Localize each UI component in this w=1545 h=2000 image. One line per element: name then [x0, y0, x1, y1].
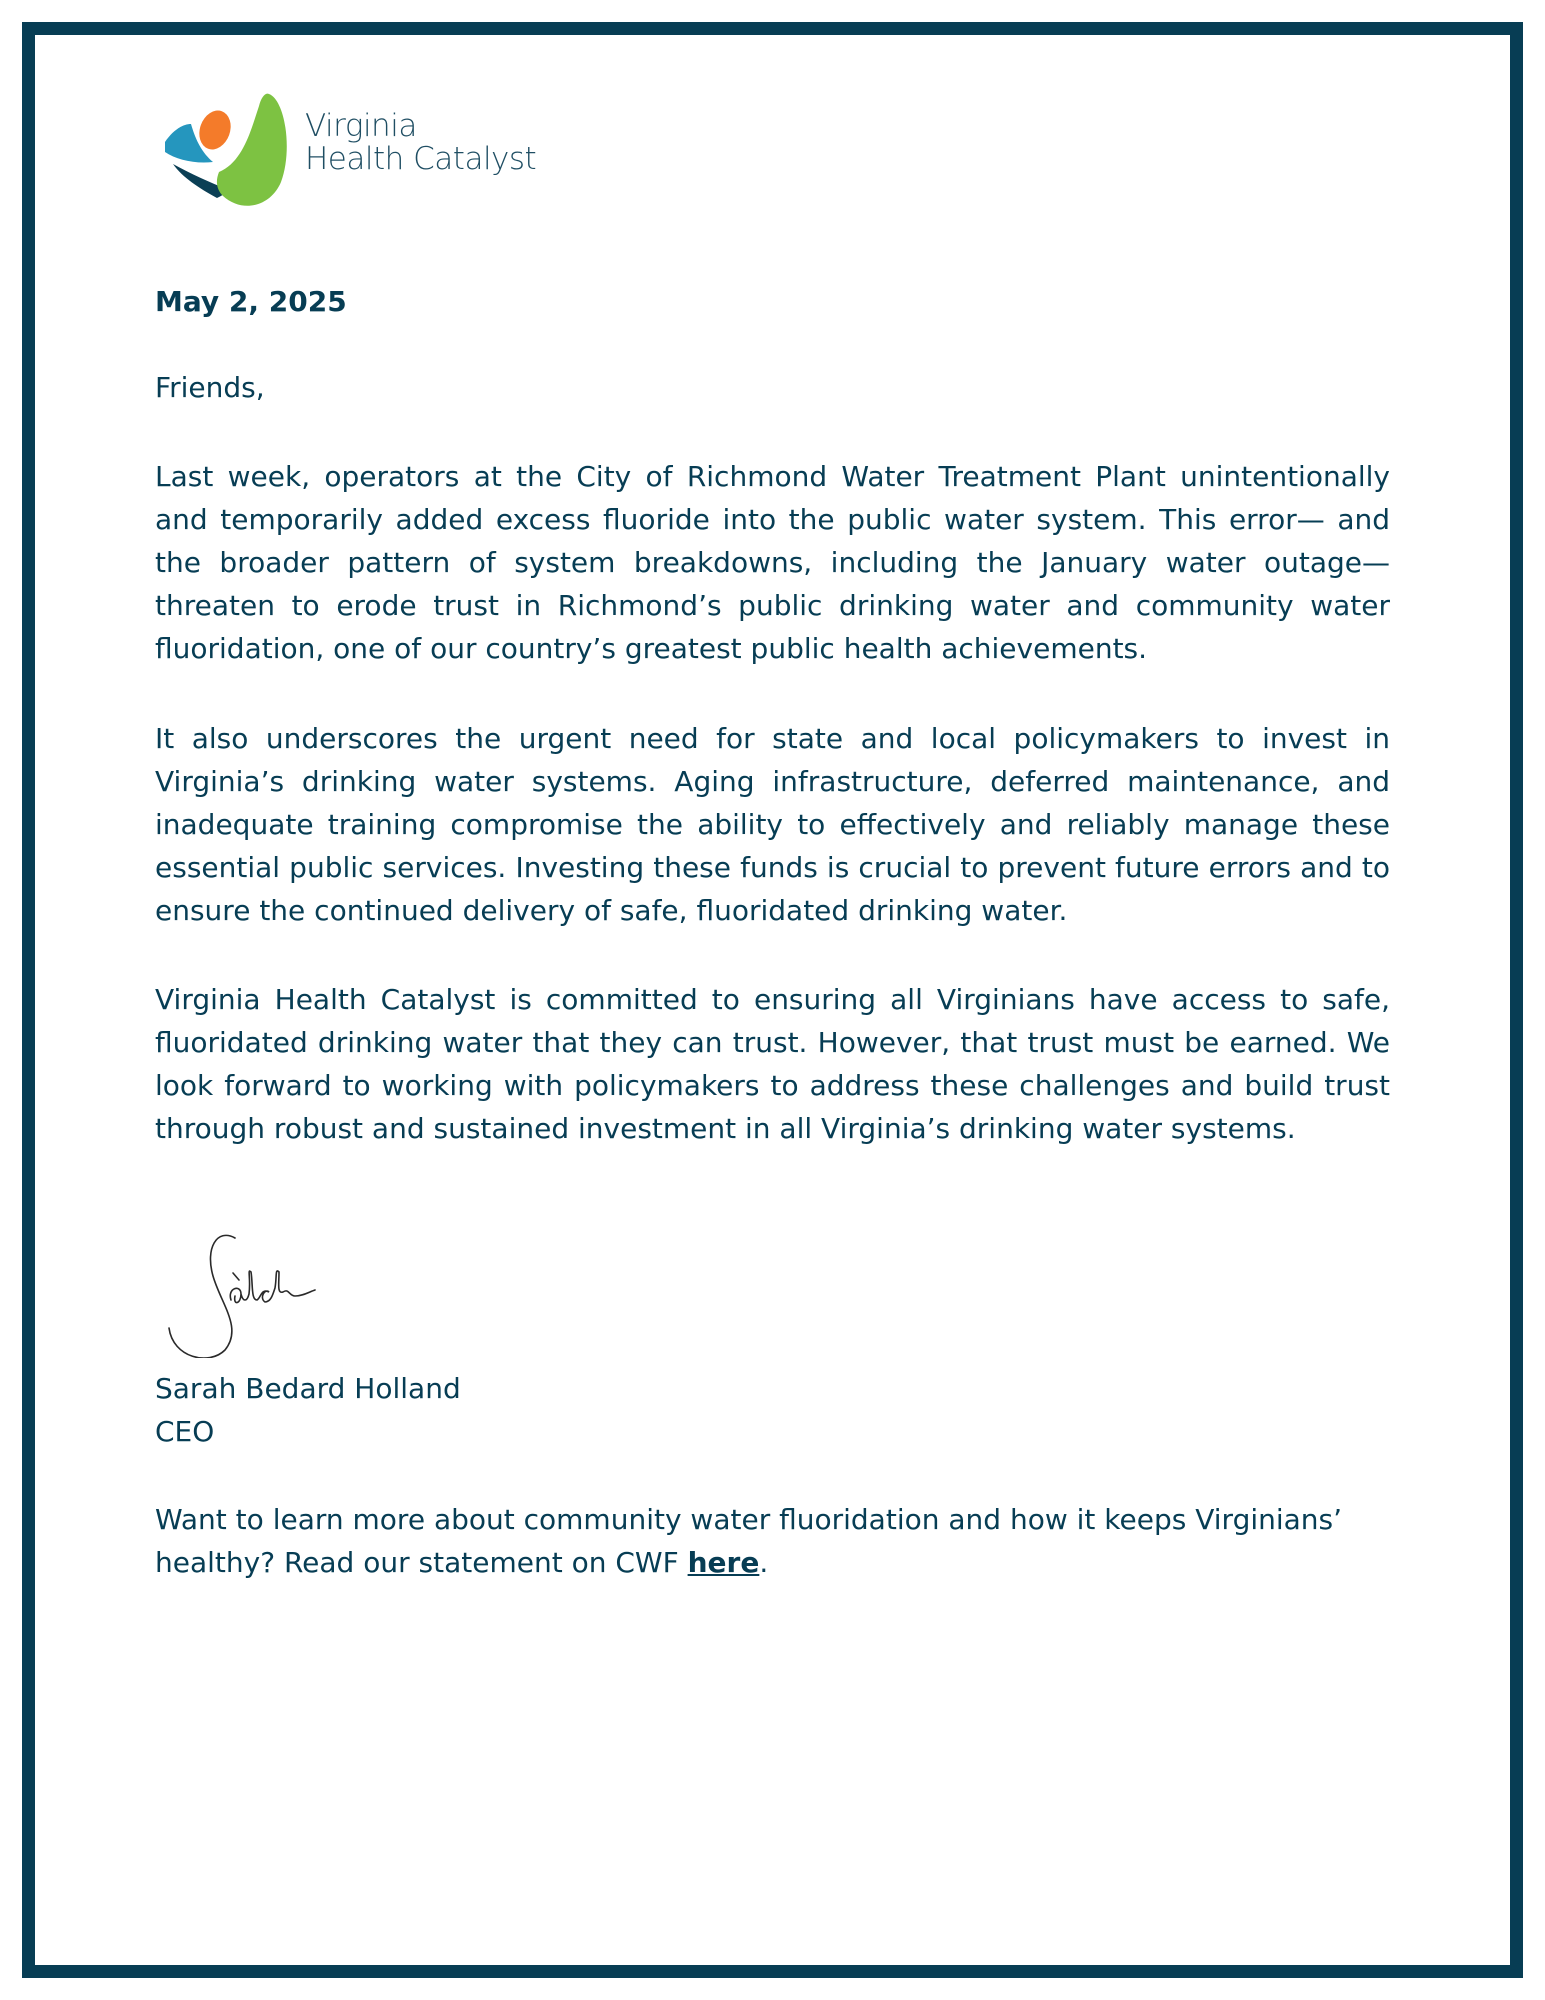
logo-line-1: Virginia [305, 108, 417, 144]
logo-wordmark [305, 110, 536, 176]
organization-logo [155, 90, 575, 220]
paragraph-3: Virginia Health Catalyst is committed to ensuring all Virginians have access to safe, fluoridated drinking water that they can trust. However, that trust must be earned. We look forward to working with policymakers to address these challenges and build trust through robust and sustained investment in all Virginia’s drinking water systems. [155, 983, 1390, 1145]
handwritten-signature-icon [165, 1228, 345, 1358]
signatory-title: CEO [155, 1415, 215, 1448]
closing-suffix: . [759, 1546, 769, 1579]
logo-line-2: Health Catalyst [305, 141, 537, 177]
signatory-name: Sarah Bedard Holland [155, 1372, 461, 1405]
closing-text: Want to learn more about community water fluoridation and how it keeps Virginians’ healthy? Read our statement on CWF [155, 1503, 1343, 1579]
salutation: Friends, [155, 371, 265, 404]
cwf-statement-link[interactable]: here [687, 1546, 760, 1579]
paragraph-1: Last week, operators at the City of Richmond Water Treatment Plant unintentionally and temporarily added excess fluoride into the public water system. This error— and the broader pattern of system breakdowns, including the January water outage— threaten to erode trust in Richmond’s public drinking water and community water fluoridation, one of our country’s greatest public health achievements. [155, 460, 1390, 665]
closing-note [155, 1498, 1390, 1584]
paragraph-2: It also underscores the urgent need for state and local policymakers to invest in Virginia’s drinking water systems. Aging infrastructure, deferred maintenance, and inadequate training compromise the ability to effectively and reliably manage these essential public services. Investing these funds is crucial to prevent future errors and to ensure the continued delivery of safe, fluoridated drinking water. [155, 722, 1390, 927]
letter-date: May 2, 2025 [155, 285, 347, 318]
virginia-health-catalyst-logo-icon [155, 90, 295, 220]
